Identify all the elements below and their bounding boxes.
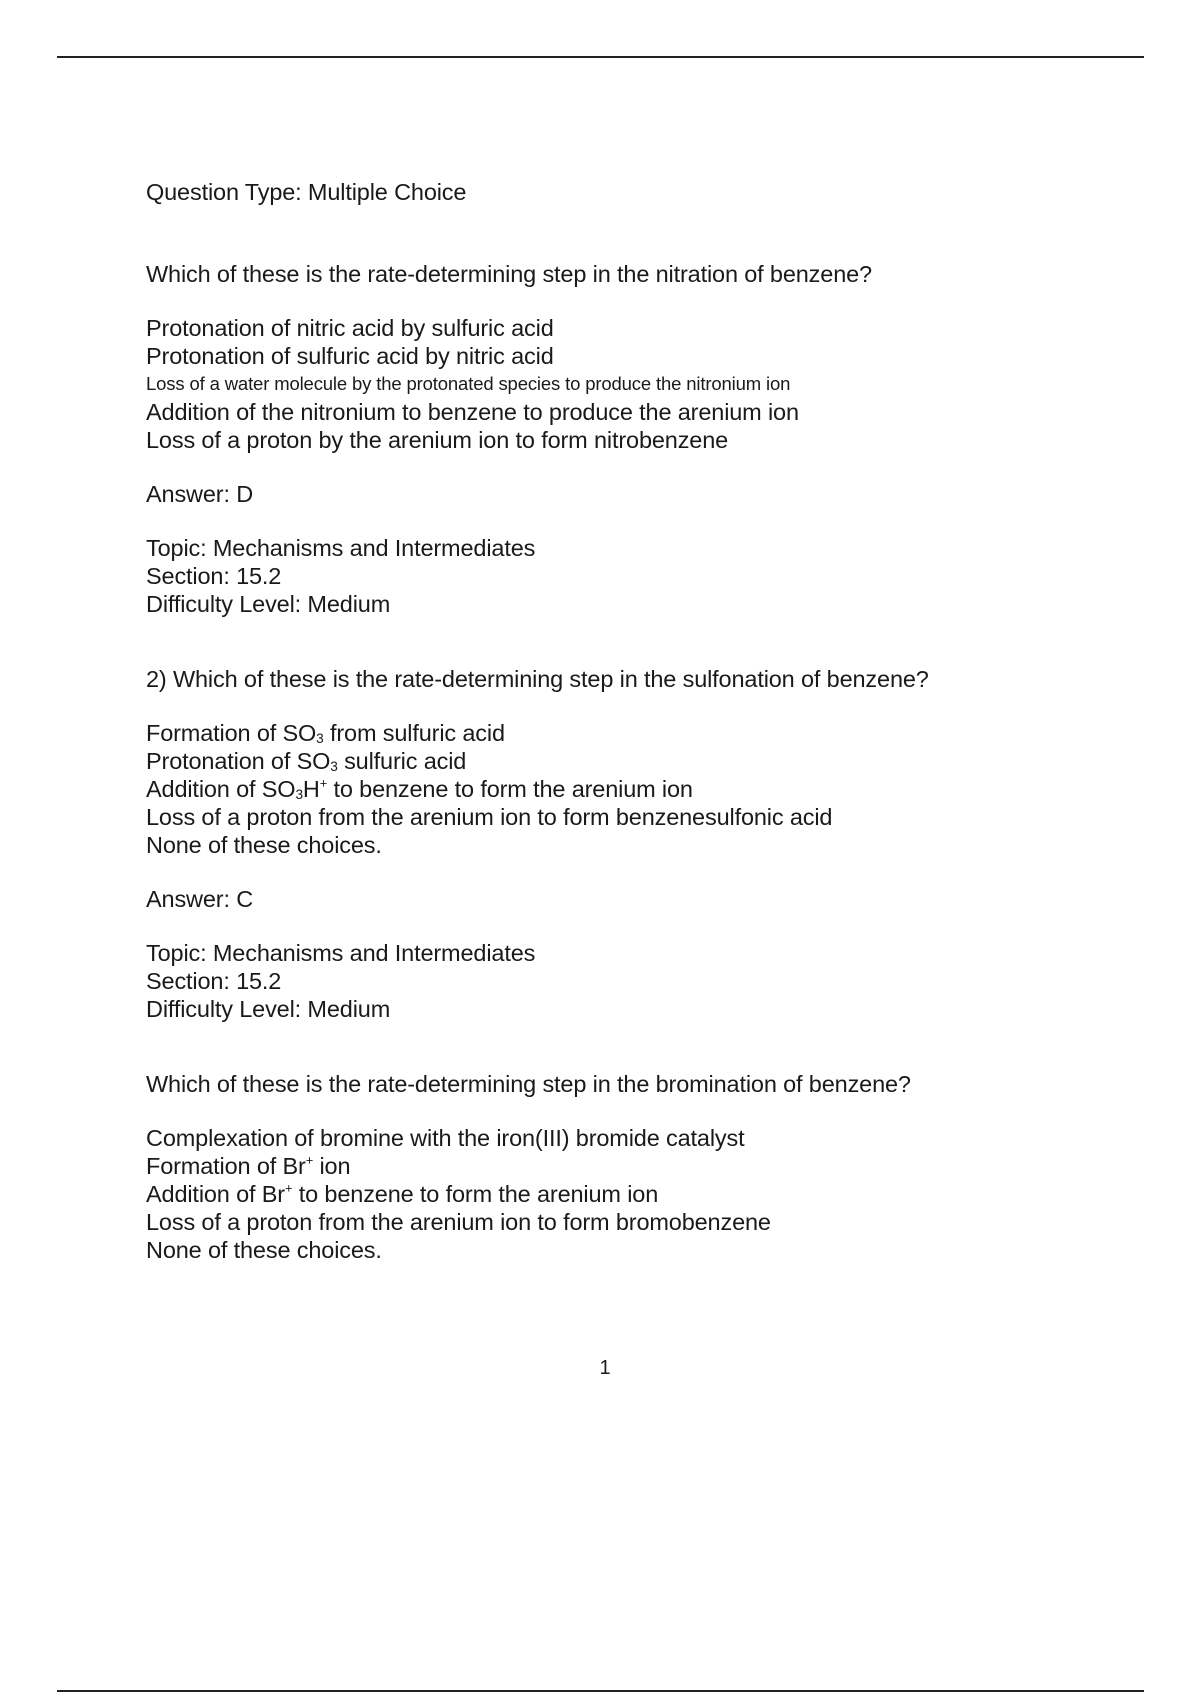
topic-label: Topic: Mechanisms and Intermediates: [146, 535, 536, 561]
answer-option: Formation of $SO_3$ from sulfuric acid: [146, 720, 505, 747]
answer-option: Addition of the nitronium to benzene to produce the arenium ion: [146, 399, 799, 425]
answer-option: Loss of a water molecule by the protonated species to produce the nitronium ion: [146, 373, 791, 394]
answer-key: Answer: C: [146, 886, 254, 912]
section-label: Section: 15.2: [146, 563, 282, 589]
answer-option: Addition of Br+ to benzene to form the arenium ion: [146, 1180, 659, 1207]
answer-option: Protonation of nitric acid by sulfuric acid: [146, 315, 554, 341]
page-number: 1: [599, 1357, 611, 1379]
question-prompt: 2) Which of these is the rate-determining step in the sulfonation of benzene?: [146, 666, 929, 692]
question-block-2: [146, 665, 1146, 1023]
answer-option: Loss of a proton from the arenium ion to form bromobenzene: [146, 1209, 771, 1235]
answer-option: None of these choices.: [146, 1237, 382, 1263]
answer-option: Complexation of bromine with the iron(III) bromide catalyst: [146, 1125, 745, 1151]
topic-label: Topic: Mechanisms and Intermediates: [146, 940, 536, 966]
difficulty-label: Difficulty Level: Medium: [146, 591, 391, 617]
top-rule: [57, 56, 1144, 58]
answer-option: Protonation of sulfuric acid by nitric acid: [146, 343, 554, 369]
answer-option: Loss of a proton by the arenium ion to form nitrobenzene: [146, 427, 729, 453]
answer-option: Addition of $SO_3H^+$ to benzene to form the arenium ion: [146, 775, 693, 803]
answer-key: Answer: D: [146, 481, 254, 507]
page-content: [146, 178, 1146, 1264]
question-prompt: Which of these is the rate-determining step in the bromination of benzene?: [146, 1071, 911, 1097]
answer-option: Loss of a proton from the arenium ion to form benzenesulfonic acid: [146, 804, 833, 830]
question-prompt: Which of these is the rate-determining step in the nitration of benzene?: [146, 261, 872, 287]
question-type-label: Question Type: Multiple Choice: [146, 179, 467, 205]
answer-option: Protonation of $SO_3$ sulfuric acid: [146, 748, 467, 775]
question-block-3: [146, 1070, 1146, 1264]
answer-option: None of these choices.: [146, 832, 382, 858]
answer-option: Formation of Br+ ion: [146, 1152, 351, 1179]
question-block-1: [146, 260, 1146, 618]
difficulty-label: Difficulty Level: Medium: [146, 996, 391, 1022]
section-label: Section: 15.2: [146, 968, 282, 994]
bottom-rule: [57, 1690, 1144, 1692]
